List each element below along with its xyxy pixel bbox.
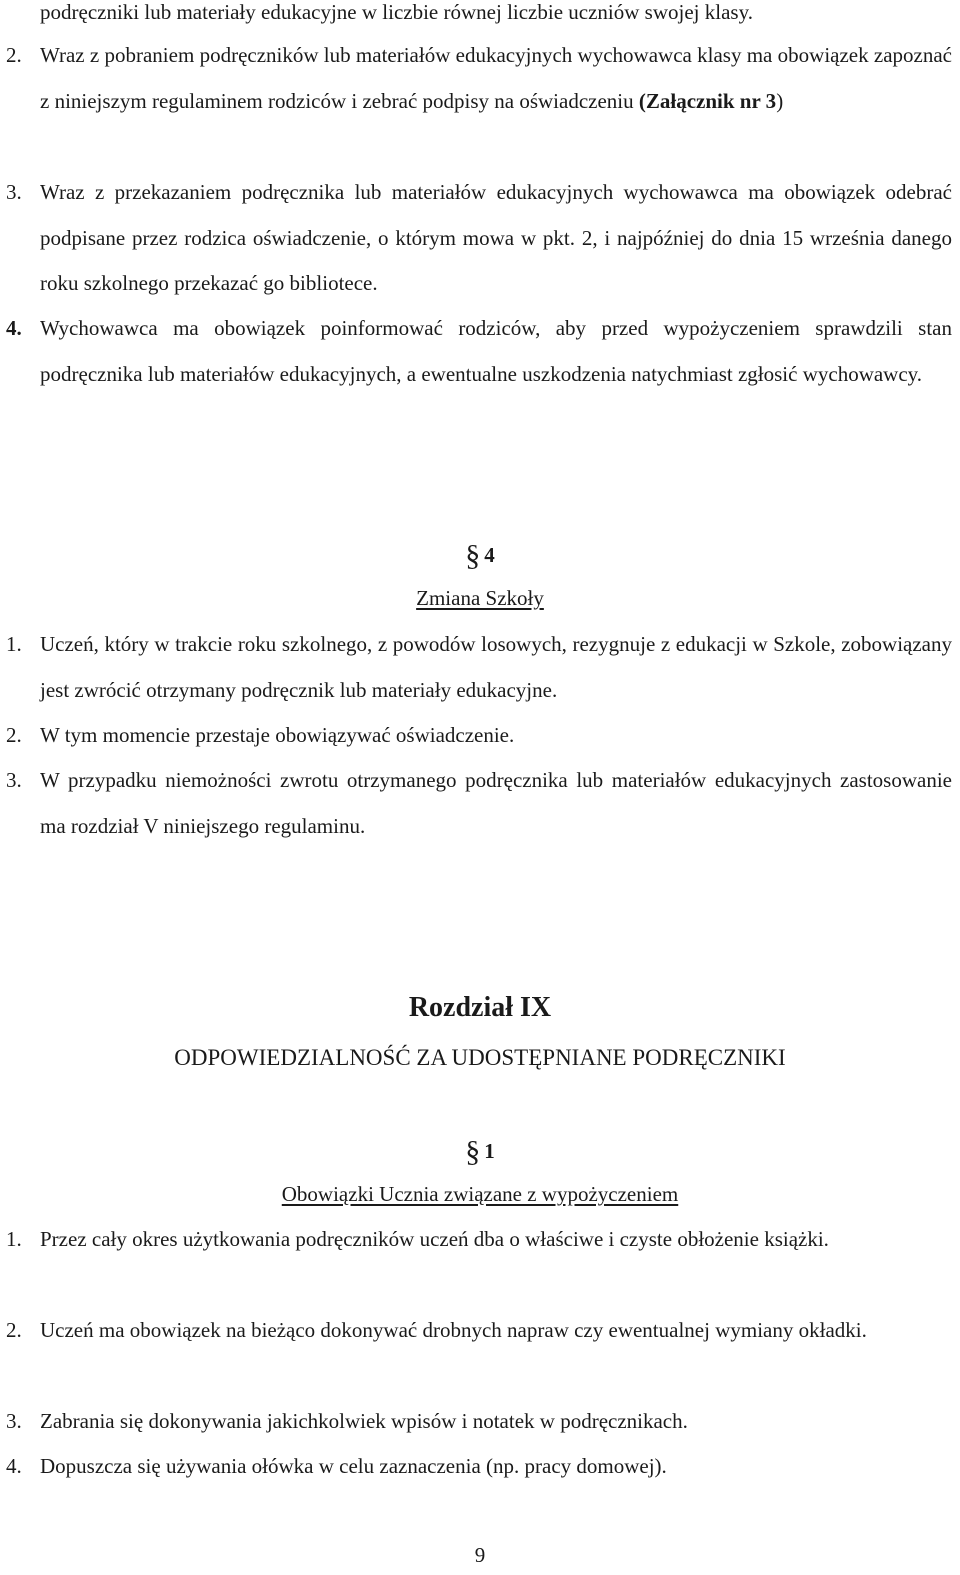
paragraph-sign-icon: §	[465, 1135, 481, 1168]
list-item-3	[6, 170, 952, 307]
section1-item-2: 2. Uczeń ma obowiązek na bieżąco dokonywać drobnych napraw czy ewentualnej wymiany okładki.	[6, 1318, 867, 1342]
item-1-continuation: podręczniki lub materiały edukacyjne w liczbie równej liczbie uczniów swojej klasy.	[40, 0, 753, 24]
list-text: Wraz z przekazaniem podręcznika lub materiałów edukacyjnych wychowawca ma obowiązek odebrać podpisane przez rodzica oświadczenie, o którym mowa w pkt. 2, i najpóźniej do dnia 15 września danego roku szkolnego przekazać go bibliotece.	[40, 180, 952, 295]
list-text: Wychowawca ma obowiązek poinformować rodziców, aby przed wypożyczeniem sprawdzili stan podręcznika lub materiałów edukacyjnych, a ewentualne uszkodzenia natychmiast zgłosić wychowawcy.	[40, 316, 952, 386]
section1-item-3: 3. Zabrania się dokonywania jakichkolwiek wpisów i notatek w podręcznikach.	[6, 1409, 688, 1433]
section-heading-1: § 1	[465, 1135, 495, 1168]
section4-item-2: 2. W tym momencie przestaje obowiązywać oświadczenie.	[6, 723, 515, 747]
list-item-4	[6, 306, 952, 397]
page-number: 9	[474, 1543, 486, 1567]
section1-item-1: 1. Przez cały okres użytkowania podręczników uczeń dba o właściwe i czyste obłożenie książki.	[6, 1227, 829, 1251]
list-number: 3.	[6, 180, 22, 204]
section1-item-4: 4. Dopuszcza się używania ołówka w celu zaznaczenia (np. pracy domowej).	[6, 1454, 667, 1478]
paragraph-sign-icon: §	[465, 539, 481, 572]
section-heading-4: § 4	[465, 539, 495, 572]
attachment-reference: (Załącznik nr 3	[638, 88, 777, 113]
chapter-subtitle: ODPOWIEDZIALNOŚĆ ZA UDOSTĘPNIANE PODRĘCZNIKI	[174, 1045, 786, 1070]
chapter-title: Rozdział IX	[408, 992, 552, 1023]
list-number: 2.	[6, 43, 22, 67]
section4-item-1: 1. Uczeń, który w trakcie roku szkolnego, z powodów losowych, rezygnuje z edukacji w Szkole, zobowiązany jest zwrócić otrzymany podręcznik lub materiały edukacyjne.	[6, 632, 952, 702]
list-item-2: 2. Wraz z pobraniem podręczników lub materiałów edukacyjnych wychowawca klasy ma obowiązek zapoznać z niniejszym regulaminem rodziców i zebrać podpisy na oświadczeniu (Załącznik nr 3)	[40, 33, 952, 124]
list-number: 4.	[6, 316, 22, 340]
list-text: Wraz z pobraniem podręczników lub materiałów edukacyjnych wychowawca klasy ma obowiązek zapoznać z niniejszym regulaminem rodziców i zebrać podpisy na oświadczeniu	[40, 43, 952, 113]
section-title: Zmiana Szkoły	[416, 586, 544, 610]
section-title: Obowiązki Ucznia związane z wypożyczeniem	[281, 1182, 679, 1206]
section4-item-3: 3. W przypadku niemożności zwrotu otrzymanego podręcznika lub materiałów edukacyjnych zastosowanie ma rozdział V niniejszego regulaminu.	[6, 768, 952, 838]
